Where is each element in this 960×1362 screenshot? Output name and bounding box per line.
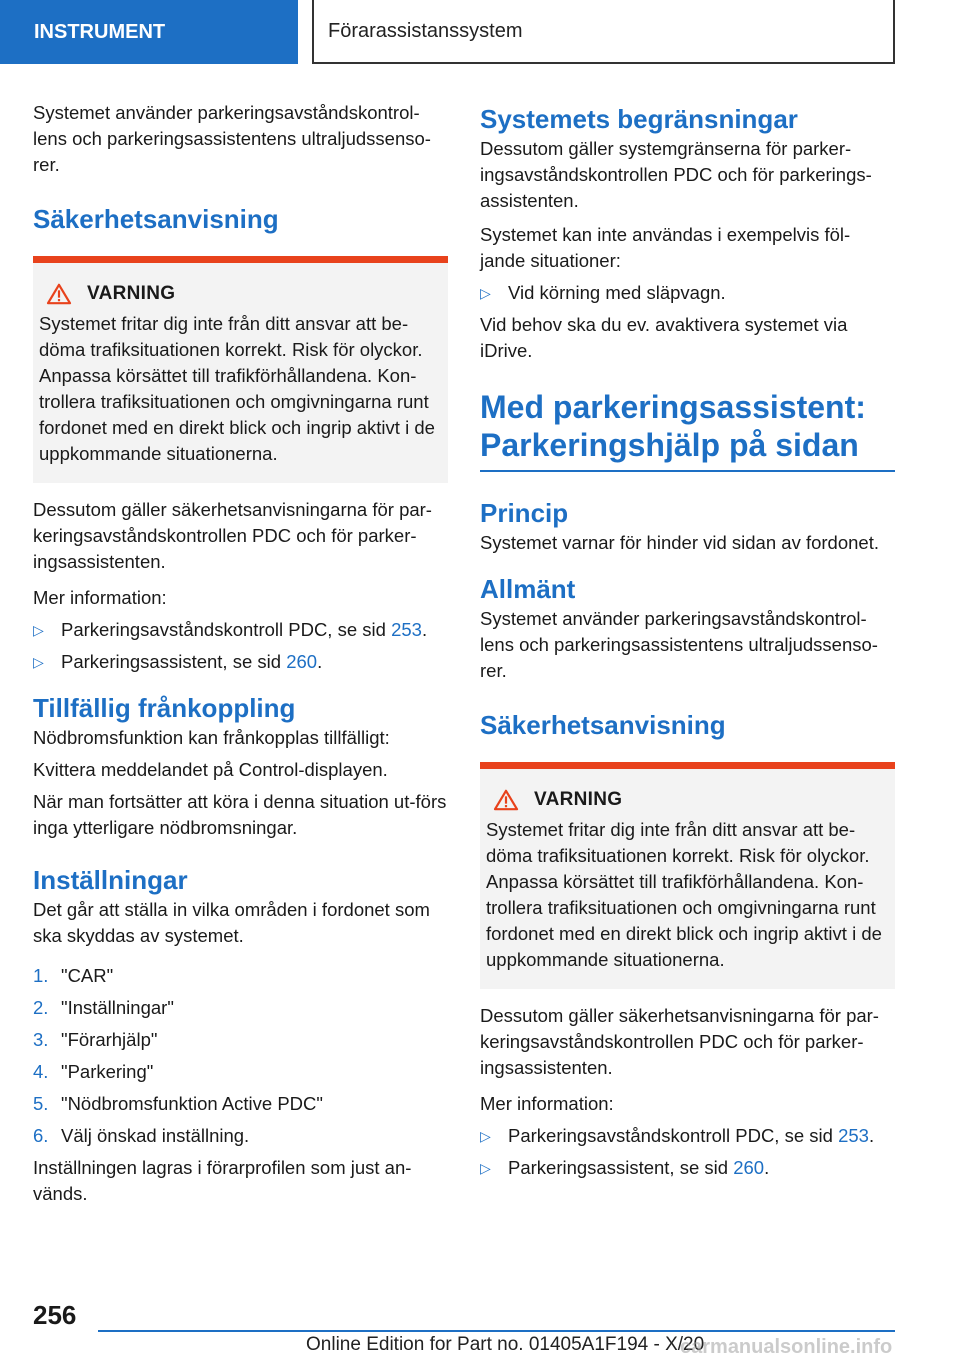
warning-box [33,256,448,483]
arrow-bullet-icon: ▷ [480,1160,491,1176]
step-number: 5. [33,1093,49,1114]
principle-paragraph: Systemet varnar för hinder vid sidan av fordonet. [480,532,879,553]
step-number: 6. [33,1125,49,1146]
list-item [33,649,448,675]
step-text: "CAR" [61,965,114,986]
ref-end: . [868,1125,875,1146]
step-number: 3. [33,1029,49,1050]
ref-end: . [317,651,323,672]
ref-text: Parkeringsassistent, se sid [508,1157,734,1178]
main-heading-line-2: Parkeringshjälp på sidan [480,427,859,463]
ref-end: . [764,1157,770,1178]
chapter-title: Förarassistanssystem [312,0,895,64]
warning-text: Systemet fritar dig inte från ditt ansvar att be-döma trafiksituationen korrekt. Risk för olyckor. Anpassa körsättet till trafikförhållandena. Kon-trollera trafiksituationen och omgivningarna runt fordonet med en direkt blick och ingrip aktivt i de uppkommande situationerna. [39,313,435,464]
limits-list [480,280,895,306]
warning-box [480,762,895,989]
settings-steps [33,963,448,1149]
warning-label: VARNING [534,789,623,810]
step-number: 1. [33,965,49,986]
general-heading: Allmänt [480,574,576,604]
list-item [480,1123,895,1149]
arrow-bullet-icon: ▷ [480,285,491,301]
principle-heading: Princip [480,498,569,528]
limits-heading: Systemets begränsningar [480,104,798,134]
limits-paragraph-2: Systemet kan inte användas i exempelvis föl-jande situationer: [480,224,851,271]
page-link[interactable]: 253 [838,1125,869,1146]
step-text: Välj önskad inställning. [61,1125,250,1146]
temp-paragraph-3: När man fortsätter att köra i denna situation ut-förs inga ytterligare nödbromsningar. [33,791,447,838]
list-item [33,1027,448,1053]
heading-rule [480,470,895,472]
ref-text: Parkeringsassistent, se sid [61,651,287,672]
limits-item-text: Vid körning med släpvagn. [508,282,726,303]
settings-end-paragraph: Inställningen lagras i förarprofilen som just an-vänds. [33,1157,412,1204]
limits-paragraph-1: Dessutom gäller systemgränserna för parker-ingsavståndskontrollen PDC och för parkerings-assistenten. [480,138,872,211]
reference-list [480,1123,895,1181]
section-tab: INSTRUMENT [0,0,298,64]
page-link[interactable]: 253 [391,619,422,640]
left-column [33,100,448,1217]
main-heading-line-1: Med parkeringsassistent: [480,389,866,425]
list-item [480,280,895,306]
more-info-label: Mer information: [33,587,167,608]
reference-list [33,617,448,675]
also-valid-paragraph: Dessutom gäller säkerhetsanvisningarna för par-keringsavståndskontrollen PDC och för parker-ingsassistenten. [480,1005,879,1078]
temp-paragraph-2: Kvittera meddelandet på Control-displayen. [33,759,388,780]
temp-paragraph-1: Nödbromsfunktion kan frånkopplas tillfälligt: [33,727,390,748]
safety-heading: Säkerhetsanvisning [480,710,726,740]
step-text: "Parkering" [61,1061,154,1082]
warning-label: VARNING [87,283,176,304]
list-item [480,1155,895,1181]
page-link[interactable]: 260 [286,651,318,672]
list-item [33,1059,448,1085]
step-text: "Nödbromsfunktion Active PDC" [61,1093,323,1114]
footer-edition: Online Edition for Part no. 01405A1F194 - X/20 [306,1334,705,1355]
footer-rule [98,1330,895,1332]
more-info-label: Mer information: [480,1093,614,1114]
also-valid-paragraph: Dessutom gäller säkerhetsanvisningarna för par-keringsavståndskontrollen PDC och för parker-ingsassistenten. [33,499,432,572]
temp-disconnect-heading: Tillfällig frånkoppling [33,693,296,723]
limits-paragraph-3: Vid behov ska du ev. avaktivera systemet via iDrive. [480,314,848,361]
ref-text: Parkeringsavståndskontroll PDC, se sid [508,1125,839,1146]
page-number: 256 [33,1300,77,1330]
list-item [33,963,448,989]
safety-heading: Säkerhetsanvisning [33,204,279,234]
settings-heading: Inställningar [33,865,188,895]
right-column [480,102,895,1191]
step-text: "Förarhjälp" [61,1029,158,1050]
warning-text: Systemet fritar dig inte från ditt ansvar att be-döma trafiksituationen korrekt. Risk för olyckor. Anpassa körsättet till trafikförhållandena. Kon-trollera trafiksituationen och omgivningarna runt fordonet med en direkt blick och ingrip aktivt i de uppkommande situationerna. [486,819,882,970]
arrow-bullet-icon: ▷ [33,622,44,638]
page-link[interactable]: 260 [733,1157,765,1178]
arrow-bullet-icon: ▷ [480,1128,491,1144]
list-item [33,995,448,1021]
step-number: 4. [33,1061,49,1082]
step-text: "Inställningar" [61,997,174,1018]
step-number: 2. [33,997,49,1018]
list-item [33,617,448,643]
warning-triangle-icon [492,789,520,811]
ref-text: Parkeringsavståndskontroll PDC, se sid [61,619,392,640]
arrow-bullet-icon: ▷ [33,654,44,670]
watermark: carmanualsonline.info [680,1336,893,1358]
list-item [33,1091,448,1117]
ref-end: . [421,619,428,640]
settings-paragraph: Det går att ställa in vilka områden i fordonet som ska skyddas av systemet. [33,899,430,946]
general-paragraph: Systemet använder parkeringsavståndskontrol-lens och parkeringsassistentens ultraljudssenso-rer. [480,608,878,681]
list-item [33,1123,448,1149]
intro-paragraph: Systemet använder parkeringsavståndskontrol-lens och parkeringsassistentens ultraljudssenso-rer. [33,102,431,175]
warning-triangle-icon [45,283,73,305]
